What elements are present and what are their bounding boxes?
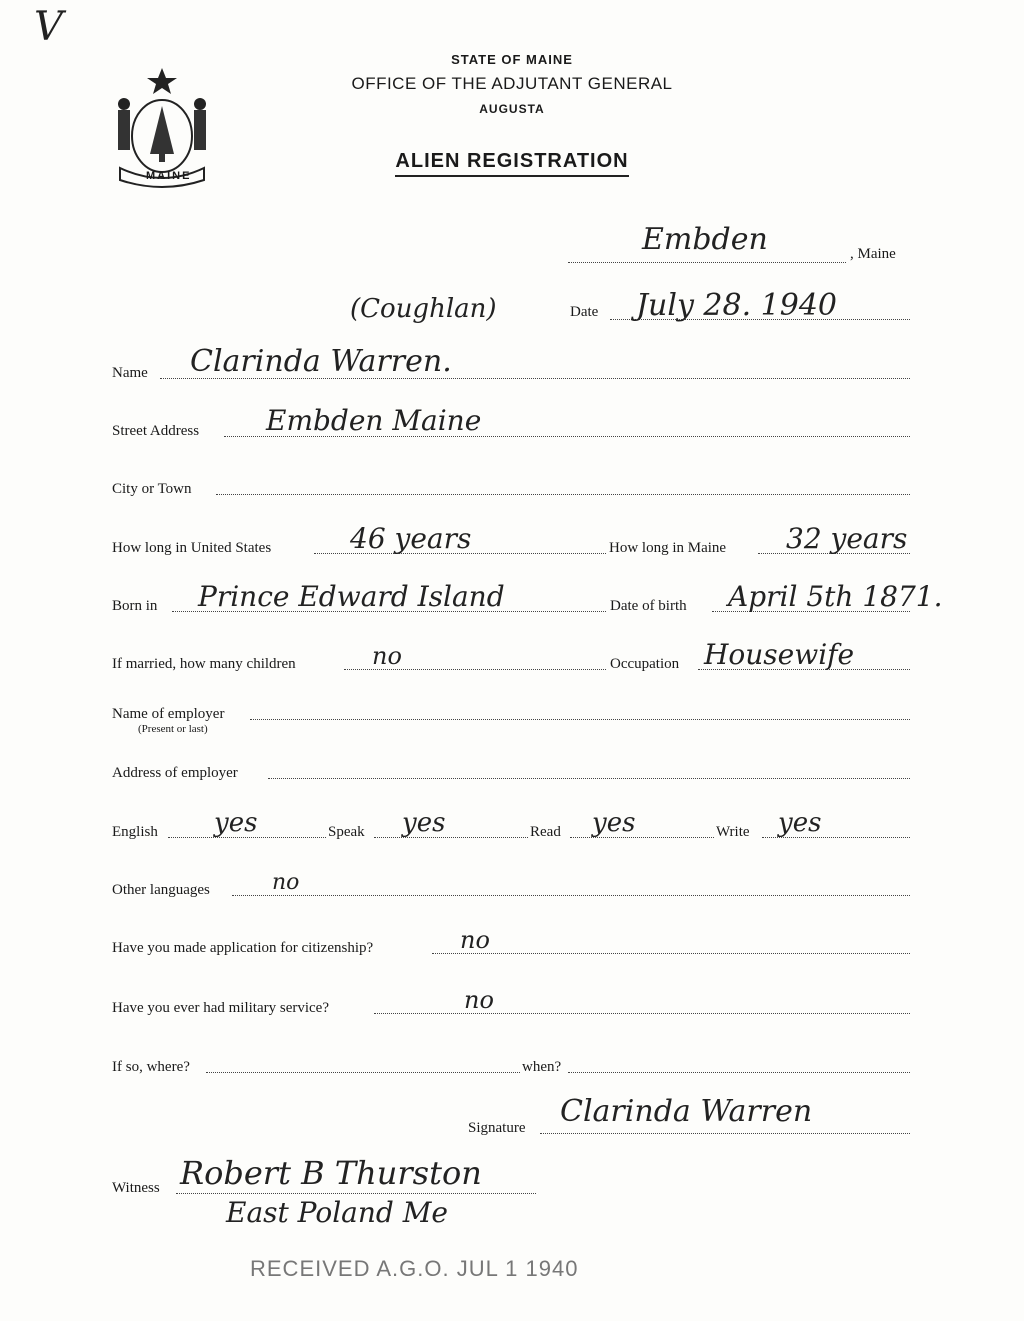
maiden-name: (Coughlan): [350, 294, 497, 324]
other-languages-value: no: [272, 870, 300, 895]
other-languages-line: [232, 895, 910, 896]
town-suffix: , Maine: [850, 246, 896, 262]
employer-address-line: [268, 778, 910, 779]
signature-value: Clarinda Warren: [560, 1094, 813, 1129]
born-label: Born in: [112, 598, 158, 614]
seal-text: MAINE: [146, 170, 192, 182]
military-line: [374, 1013, 910, 1014]
signature-line: [540, 1133, 910, 1134]
name-label: Name: [112, 365, 148, 381]
employer-address-label: Address of employer: [112, 765, 238, 781]
where-label: If so, where?: [112, 1059, 190, 1075]
maine-years-label: How long in Maine: [609, 540, 727, 556]
city-line: [216, 494, 910, 495]
witness-name: Robert B Thurston: [180, 1154, 482, 1192]
received-stamp: RECEIVED A.G.O. JUL 1 1940: [250, 1256, 579, 1281]
citizenship-label: Have you made application for citizenship?: [112, 940, 374, 956]
street-value: Embden Maine: [266, 404, 482, 437]
date-label: Date: [570, 304, 599, 320]
english-label: English: [112, 824, 158, 840]
employer-sublabel: (Present or last): [138, 723, 208, 735]
witness-line: [176, 1193, 536, 1194]
employer-line: [250, 719, 910, 720]
occupation-value: Housewife: [704, 638, 855, 671]
maine-years-value: 32 years: [786, 522, 908, 555]
military-value: no: [464, 986, 494, 1014]
write-label: Write: [716, 824, 750, 840]
read-value: yes: [592, 808, 636, 838]
dob-value: April 5th 1871.: [728, 580, 943, 613]
us-years-label: How long in United States: [112, 540, 272, 556]
witness-label: Witness: [112, 1180, 160, 1196]
speak-line: [374, 837, 528, 838]
town-value: Embden: [642, 222, 768, 257]
read-label: Read: [530, 824, 561, 840]
date-value: July 28. 1940: [636, 288, 838, 323]
name-value: Clarinda Warren.: [190, 344, 452, 379]
header-office: OFFICE OF THE ADJUTANT GENERAL: [351, 74, 673, 93]
citizenship-line: [432, 953, 910, 954]
employer-label: Name of employer: [112, 706, 225, 722]
english-value: yes: [214, 808, 258, 838]
other-languages-label: Other languages: [112, 882, 210, 898]
occupation-label: Occupation: [610, 656, 680, 672]
born-value: Prince Edward Island: [198, 580, 505, 613]
form-title: ALIEN REGISTRATION: [0, 150, 1024, 173]
header-state: STATE OF MAINE: [451, 52, 573, 67]
us-years-value: 46 years: [350, 522, 472, 555]
military-label: Have you ever had military service?: [112, 1000, 329, 1016]
street-label: Street Address: [112, 423, 200, 439]
where-line: [206, 1072, 520, 1073]
citizenship-value: no: [460, 926, 490, 954]
witness-place: East Poland Me: [226, 1196, 448, 1229]
speak-value: yes: [402, 808, 446, 838]
children-value: no: [372, 642, 402, 670]
corner-check-mark: V: [34, 4, 63, 50]
signature-label: Signature: [468, 1120, 526, 1136]
header-city: AUGUSTA: [479, 102, 545, 116]
town-line: [568, 262, 846, 263]
city-label: City or Town: [112, 481, 192, 497]
when-label: when?: [522, 1059, 562, 1075]
dob-label: Date of birth: [610, 598, 687, 614]
write-value: yes: [778, 808, 822, 838]
when-line: [568, 1072, 910, 1073]
speak-label: Speak: [328, 824, 365, 840]
children-label: If married, how many children: [112, 656, 296, 672]
